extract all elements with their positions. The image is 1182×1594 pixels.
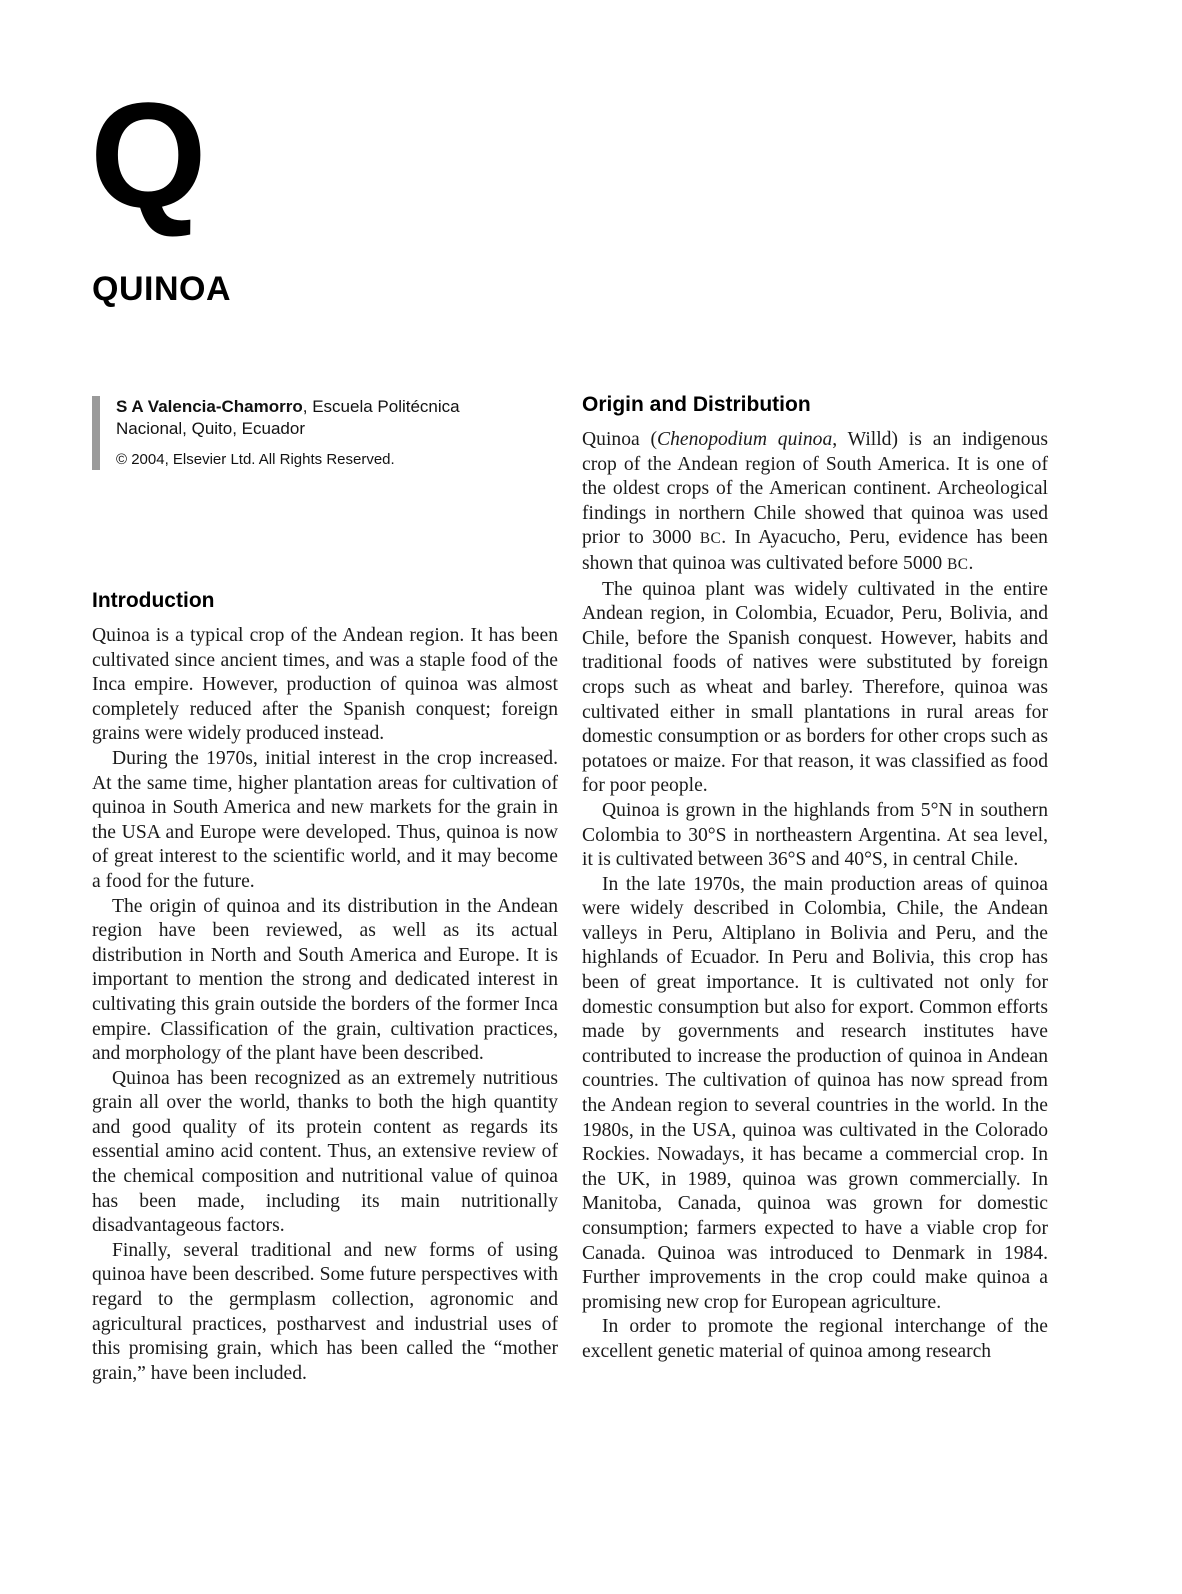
chapter-letter: Q [90, 71, 207, 239]
era-label-1: BC [699, 530, 722, 548]
intro-paragraph-4: Quinoa has been recognized as an extremely nutritious grain all over the world, thanks to both the high quantity and good quality of its protein content as regards its essential amino acid content. Thus, an extensive review of the chemical composition and nutritional value of quinoa has been made, including its main nutritionally disadvantageous factors. [92, 1067, 558, 1237]
author-affiliation-1: , Escuela Politécnica [302, 397, 460, 416]
intro-paragraph-3: The origin of quinoa and its distribution in the Andean region have been reviewed, as well as its actual distribution in North and South America and Europe. It is important to mention the strong and dedicated interest in cultivating this grain outside the borders of the former Inca empire. Classification of the grain, cultivation practices, and morphology of the plant have been described. [92, 895, 558, 1065]
intro-paragraph-1: Quinoa is a typical crop of the Andean region. It has been cultivated since ancient times, and was a staple food of the Inca empire. However, production of quinoa was almost completely reduced after the Spanish conquest; foreign grains were widely produced instead. [92, 625, 558, 745]
copyright-notice: © 2004, Elsevier Ltd. All Rights Reserved. [116, 451, 395, 468]
origin-paragraph-2: The quinoa plant was widely cultivated in the entire Andean region, in Colombia, Ecuador, Peru, Bolivia, and Chile, before the Spanish conquest. However, habits and traditional foods of natives were substituted by foreign crops such as wheat and barley. Therefore, quinoa was cultivated either in small plantations in rural areas for domestic consumption or as borders for other crops such as potatoes or maize. For that reason, it was classified as food for poor people. [582, 578, 1048, 797]
author-line-1 [116, 396, 586, 418]
origin-p1-text-b: , Willd) is an indigenous crop of the Andean region of South America. It is one of the oldest crops of the American continent. Archeological findings in northern Chile showed that quinoa was used prior to 3000 [582, 429, 1049, 549]
introduction-heading: Introduction [92, 589, 215, 612]
author-name: S A Valencia-Chamorro [116, 397, 303, 416]
left-column [92, 588, 558, 1386]
origin-paragraph-3: Quinoa is grown in the highlands from 5°N in southern Colombia to 30°S in northeastern Argentina. At sea level, it is cultivated between 36°S and 40°S, in central Chile. [582, 799, 1048, 871]
era-label-2: BC [947, 555, 969, 573]
author-affiliation-2: Nacional, Quito, Ecuador [116, 419, 305, 438]
intro-paragraph-5: Finally, several traditional and new forms of using quinoa have been described. Some future perspectives with regard to the germplasm collection, agronomic and agricultural practices, postharvest and industrial uses of this promising grain, which has been called the “mother grain,” have been included. [92, 1239, 558, 1384]
intro-paragraph-2: During the 1970s, initial interest in the crop increased. At the same time, higher plantation areas for cultivation of quinoa in South America and new markets for the grain in the USA and Europe were developed. Thus, quinoa is now of great interest to the scientific world, and it may become a food for the future. [92, 747, 558, 892]
right-column [582, 392, 1048, 1365]
origin-p1-text-d: . [968, 552, 974, 574]
author-block [92, 396, 586, 470]
species-name: Chenopodium quinoa [657, 429, 833, 450]
origin-paragraph-5: In order to promote the regional interchange of the excellent genetic material of quinoa among research [582, 1316, 1048, 1362]
origin-p1-text-c: . In Ayacucho, Peru, evidence has been shown that quinoa was cultivated before 5000 [582, 527, 1048, 574]
origin-paragraph-1 [582, 428, 1048, 578]
origin-paragraph-4: In the late 1970s, the main production areas of quinoa were widely described in Colombia, Chile, the Andean valleys in Peru, Altiplano in Bolivia and Peru, and the highlands of Ecuador. In Peru and Bolivia, this crop has been of great importance. It is cultivated not only for domestic consumption but also for export. Common efforts made by governments and research institutes have contributed to increase the production of quinoa in Andean countries. The cultivation of quinoa has now spread from the Andean region to several countries in the world. In the 1980s, in the USA, quinoa was cultivated in the Colorado Rockies. Nowadays, it has became a commercial crop. In the UK, in 1989, quinoa was grown commercially. In Manitoba, Canada, quinoa was grown for domestic consumption; farmers expected to have a viable crop for Canada. Quinoa was introduced to Denmark in 1984. Further improvements in the crop could make quinoa a promising new crop for European agriculture. [582, 873, 1048, 1313]
origin-p1-text-a: Quinoa ( [582, 429, 658, 450]
article-title: QUINOA [92, 270, 231, 308]
origin-heading: Origin and Distribution [582, 393, 811, 416]
